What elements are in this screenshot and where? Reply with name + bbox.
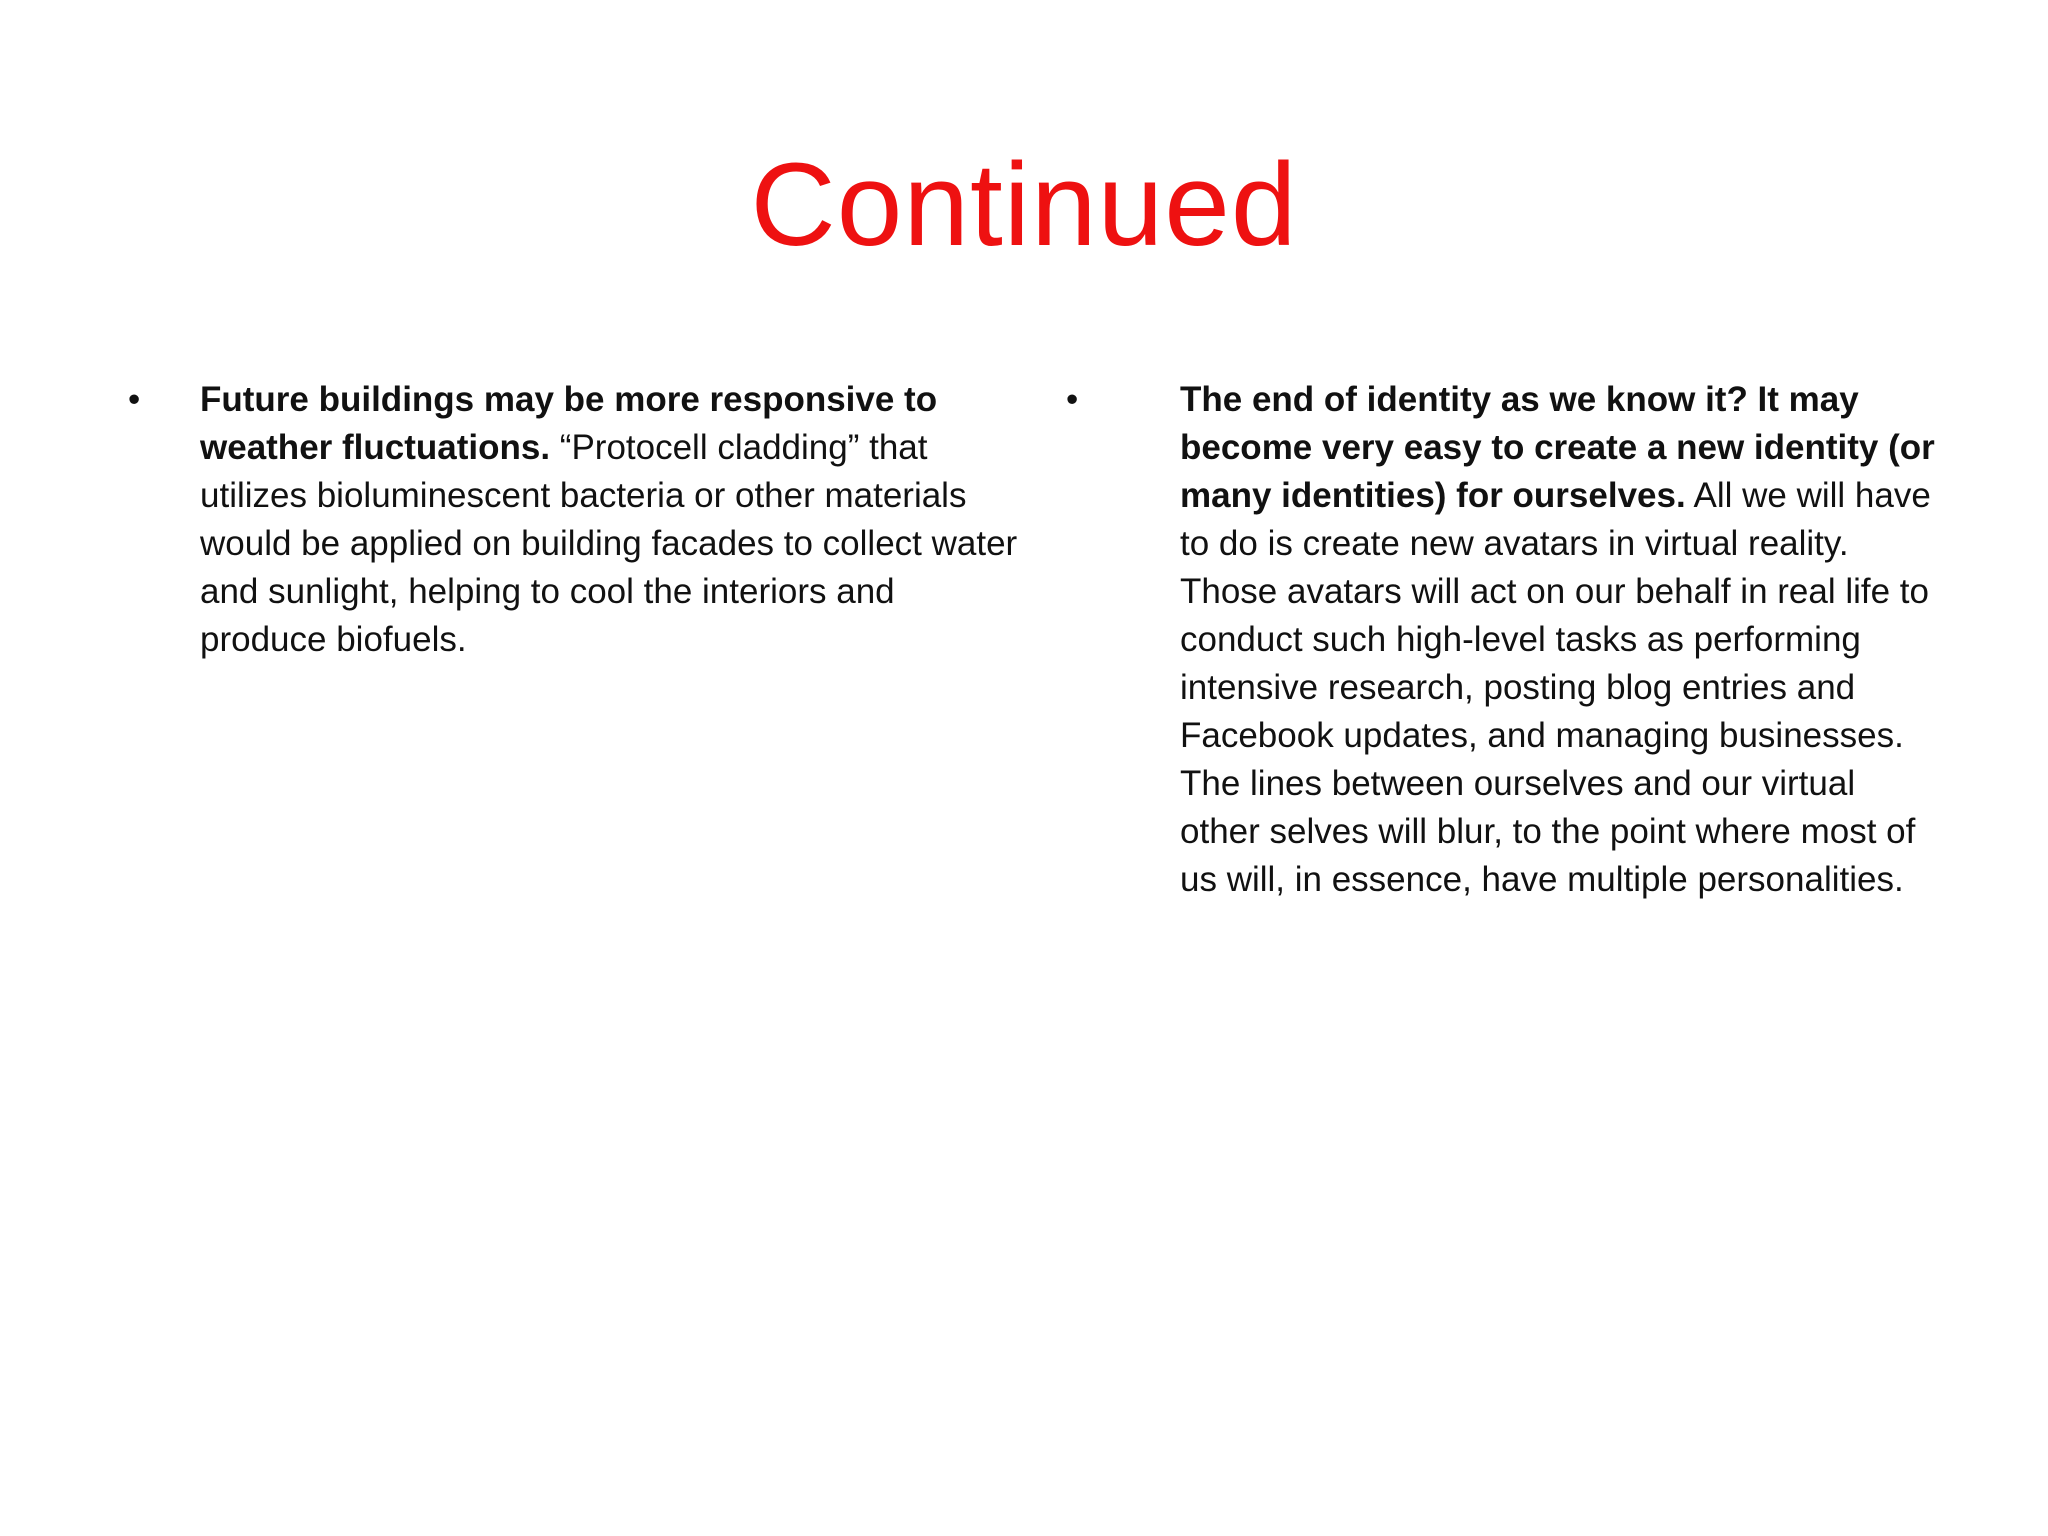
bullet-body-text: “Protocell cladding” that utilizes bioluminescent bacteria or other materials would be applied on building facades to collect water and sunlight, helping to cool the interiors and produce biofuels. <box>200 428 1018 659</box>
bullet-icon: • <box>1066 380 1079 419</box>
bullet-lead-text: The end of identity as we know it? It may become very easy to create a new identity (or many identities) for ourselves. <box>1180 380 1935 515</box>
slide-title: Continued <box>750 139 1298 271</box>
bullet-icon: • <box>128 380 141 419</box>
bullet-lead-text: Future buildings may be more responsive to weather fluctuations. <box>200 380 938 467</box>
bullet-item-identity <box>1066 376 1940 904</box>
bullet-body-text: All we will have to do is create new avatars in virtual reality. Those avatars will act on our behalf in real life to conduct such high-level tasks as performing intensive research, posting blog entries and Facebook updates, and managing businesses. The lines between ourselves and our virtual other selves will blur, to the point where most of us will, in essence, have multiple personalities. <box>1180 476 1931 899</box>
bullet-item-buildings <box>128 376 1020 664</box>
